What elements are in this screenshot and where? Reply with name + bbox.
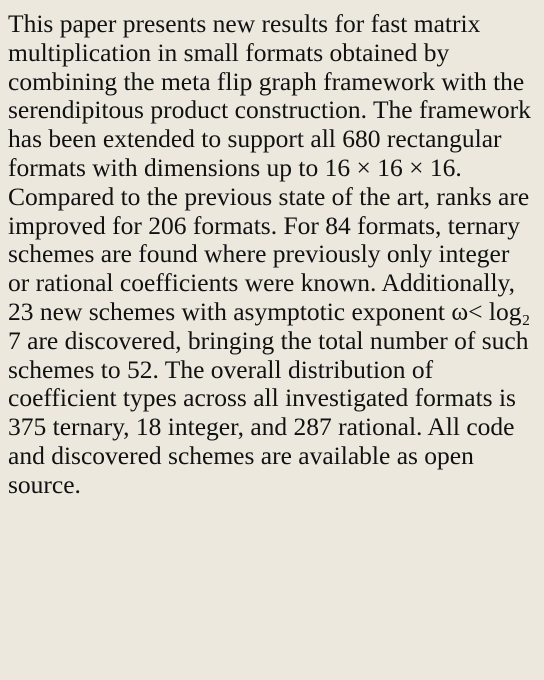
abstract-paragraph: This paper presents new results for fast matrix multiplication in small formats obtained by combining the meta flip graph framework with the serendipitous product construction. The framework has been extended to support all 680 rectangular formats with dimensions up to 16 × 16 × 16. Compared to the previous state of the art, ranks are improved for 206 formats. For 84 formats, ternary schemes are found where previously only integer or rational coefficients were known. Additionally, 23 new schemes with asymptotic exponent ω< log₂ 7 are discovered, bringing the total number of such schemes to 52. The overall distribution of coefficient types across all investigated formats is 375 ternary, 18 integer, and 287 rational. All code and discovered schemes are available as open source. (8, 9, 531, 499)
